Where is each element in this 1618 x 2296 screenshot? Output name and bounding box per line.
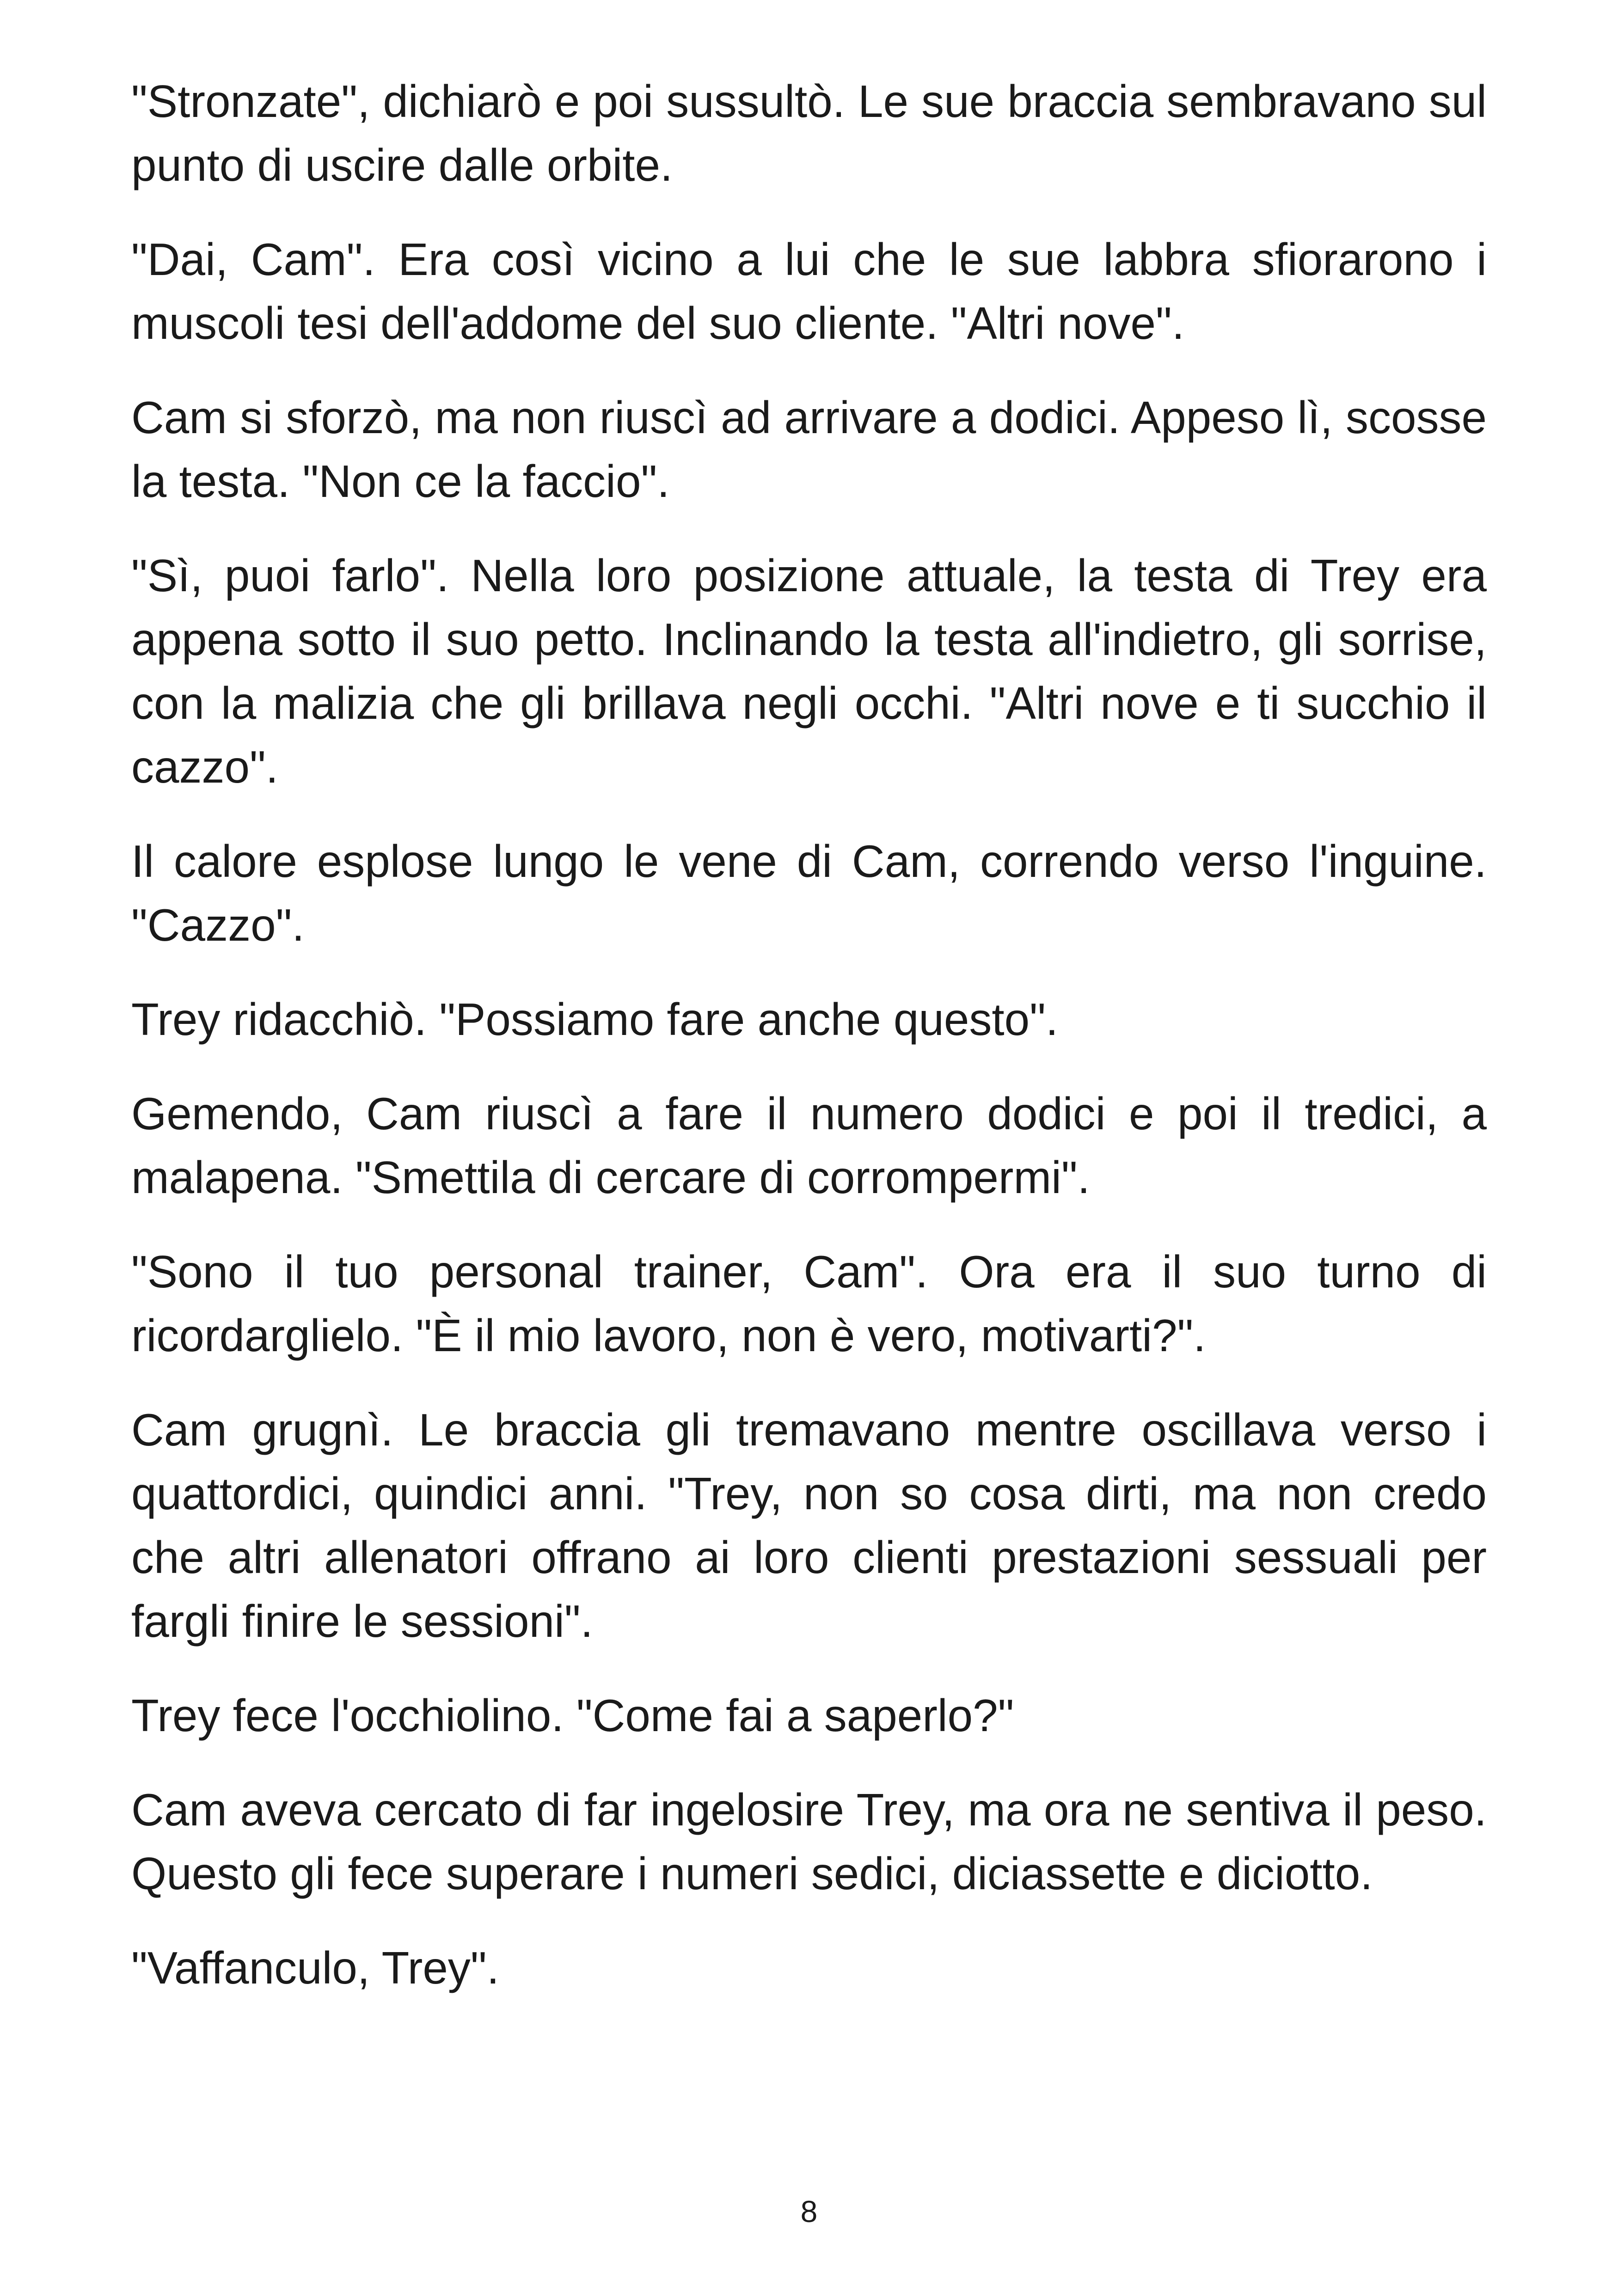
paragraph: Trey ridacchiò. "Possiamo fare anche questo".	[131, 994, 1059, 1045]
paragraph: Cam si sforzò, ma non riuscì ad arrivare a dodici. Appeso lì, scosse la testa. "Non ce la faccio".	[131, 392, 1487, 507]
paragraph: "Dai, Cam". Era così vicino a lui che le sue labbra sfiorarono i muscoli tesi dell'addome del suo cliente. "Altri nove".	[131, 234, 1487, 349]
paragraph: Cam grugnì. Le braccia gli tremavano mentre oscillava verso i quattordici, quindici anni. "Trey, non so cosa dirti, ma non credo che altri allenatori offrano ai loro clienti prestazioni sessuali per fargli finire le sessioni".	[131, 1404, 1487, 1647]
paragraph: "Sono il tuo personal trainer, Cam". Ora era il suo turno di ricordarglielo. "È il mio lavoro, non è vero, motivarti?".	[131, 1246, 1487, 1361]
paragraph: "Stronzate", dichiarò e poi sussultò. Le sue braccia sembravano sul punto di uscire dalle orbite.	[131, 76, 1487, 190]
paragraph: Gemendo, Cam riuscì a fare il numero dodici e poi il tredici, a malapena. "Smettila di cercare di corrompermi".	[131, 1088, 1487, 1203]
paragraph: "Vaffanculo, Trey".	[131, 1942, 499, 1993]
paragraph: "Sì, puoi farlo". Nella loro posizione attuale, la testa di Trey era appena sotto il suo petto. Inclinando la testa all'indietro, gli sorrise, con la malizia che gli brillava negli occhi. "Altri nove e ti succhio il cazzo".	[131, 550, 1487, 792]
body-text	[131, 69, 1487, 2030]
page-number: 8	[800, 2194, 818, 2229]
paragraph: Cam aveva cercato di far ingelosire Trey, ma ora ne sentiva il peso. Questo gli fece superare i numeri sedici, diciassette e diciotto.	[131, 1784, 1487, 1899]
paragraph: Il calore esplose lungo le vene di Cam, correndo verso l'inguine. "Cazzo".	[131, 836, 1487, 950]
paragraph: Trey fece l'occhiolino. "Come fai a saperlo?"	[131, 1690, 1014, 1741]
